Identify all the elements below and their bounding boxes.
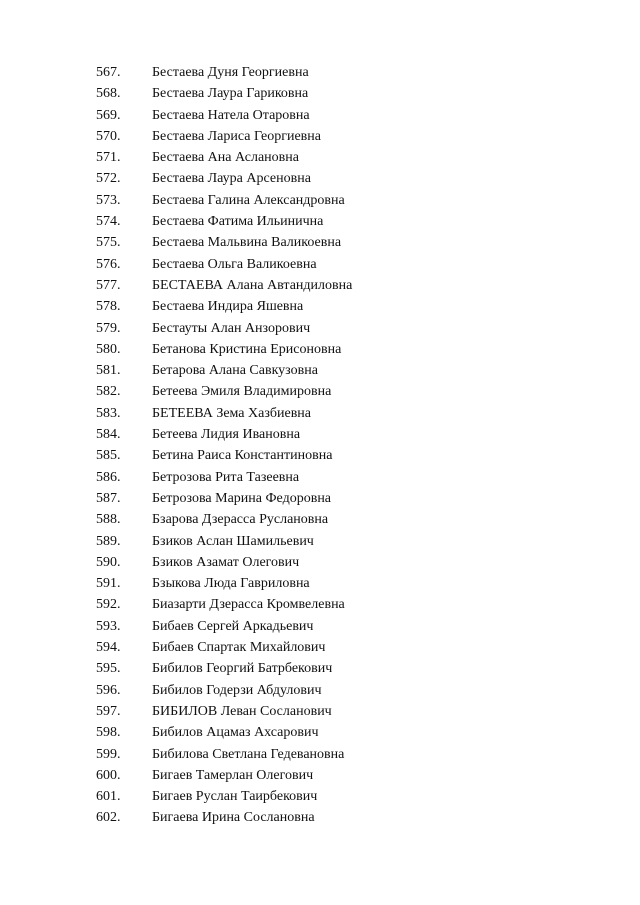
entry-number: 580. [96,341,121,357]
entry-number: 567. [96,65,121,80]
entry-number: 600. [96,767,121,783]
list-item [0,573,640,594]
list-item [0,83,640,104]
name-list [0,62,640,829]
list-item [0,744,640,765]
entry-name: Бибаев Спартак Михайлович [152,640,326,656]
list-item [0,296,640,317]
entry-name: Бестаева Лариса Георгиевна [152,128,321,144]
entry-name: Бестаева Ана Аслановна [152,150,299,166]
list-item [0,467,640,488]
list-item [0,211,640,232]
entry-name: Бигаева Ирина Сослановна [152,810,315,826]
list-item [0,275,640,296]
entry-name: Бетанова Кристина Ерисоновна [152,341,342,357]
list-item [0,403,640,424]
entry-number: 587. [96,490,121,506]
list-item [0,445,640,466]
entry-number: 584. [96,427,121,443]
entry-number: 579. [96,320,121,336]
entry-name: Бзиков Аслан Шамильевич [152,533,314,549]
entry-number: 573. [96,192,121,208]
entry-number: 599. [96,746,121,762]
entry-number: 582. [96,384,121,400]
entry-number: 602. [96,810,121,826]
entry-number: 586. [96,469,121,485]
entry-number: 571. [96,150,121,166]
entry-number: 596. [96,682,121,698]
entry-number: 581. [96,363,121,379]
entry-name: БЕСТАЕВА Алана Автандиловна [152,277,353,293]
entry-number: 575. [96,235,121,251]
entry-name: Бетеева Лидия Ивановна [152,427,301,443]
entry-name: Бестаева Фатима Ильинична [152,214,324,230]
entry-number: 592. [96,597,121,613]
entry-name: Бзыкова Люда Гавриловна [152,576,310,592]
entry-name: Бестаева Натела Отаровна [152,107,310,123]
entry-number: 593. [96,618,121,634]
list-item [0,105,640,126]
list-item [0,722,640,743]
entry-name: Бетарова Алана Савкузовна [152,363,318,379]
entry-name: Бестаева Галина Александровна [152,192,345,208]
entry-number: 597. [96,703,121,719]
entry-name: Бигаев Тамерлан Олегович [152,767,314,783]
entry-name: Бзиков Азамат Олегович [152,554,300,570]
list-item [0,126,640,147]
entry-name: Бибаев Сергей Аркадьевич [152,618,314,634]
entry-number: 588. [96,512,121,528]
list-item [0,168,640,189]
entry-name: БИБИЛОВ Леван Сосланович [152,703,332,719]
list-item [0,531,640,552]
list-item [0,786,640,807]
list-item [0,190,640,211]
entry-name: Бестаева Дуня Георгиевна [152,65,309,80]
entry-number: 590. [96,554,121,570]
entry-name: Бибилова Светлана Гедевановна [152,746,345,762]
entry-number: 577. [96,277,121,293]
entry-name: Бетрозова Марина Федоровна [152,490,332,506]
entry-name: Бестаева Лаура Гариковна [152,86,309,102]
list-item [0,765,640,786]
entry-name: Бигаев Руслан Таирбекович [152,789,318,805]
entry-name: Бестаева Индира Яшевна [152,299,304,315]
entry-number: 591. [96,576,121,592]
list-item [0,680,640,701]
entry-number: 576. [96,256,121,272]
list-item [0,637,640,658]
list-item [0,509,640,530]
list-item [0,616,640,637]
entry-number: 569. [96,107,121,123]
entry-number: 583. [96,405,121,421]
entry-number: 594. [96,640,121,656]
entry-number: 601. [96,789,121,805]
list-item [0,339,640,360]
entry-number: 572. [96,171,121,187]
list-item [0,232,640,253]
entry-name: Биазарти Дзерасса Кромвелевна [152,597,345,613]
entry-number: 589. [96,533,121,549]
entry-name: Бестаева Лаура Арсеновна [152,171,311,187]
entry-name: Бетина Раиса Константиновна [152,448,333,464]
entry-number: 585. [96,448,121,464]
list-item [0,318,640,339]
entry-name: Бетеева Эмиля Владимировна [152,384,332,400]
list-item [0,381,640,402]
list-item [0,62,640,83]
entry-name: Бзарова Дзерасса Руслановна [152,512,329,528]
entry-number: 578. [96,299,121,315]
entry-name: Бестаева Мальвина Валикоевна [152,235,342,251]
list-item [0,360,640,381]
list-item [0,594,640,615]
entry-number: 598. [96,725,121,741]
list-item [0,552,640,573]
entry-name: Бибилов Ацамаз Ахсарович [152,725,319,741]
entry-number: 568. [96,86,121,102]
list-item [0,807,640,828]
list-item [0,424,640,445]
entry-number: 574. [96,214,121,230]
entry-name: Бибилов Годерзи Абдулович [152,682,322,698]
entry-name: Бетрозова Рита Тазеевна [152,469,300,485]
entry-name: Бибилов Георгий Батрбекович [152,661,333,677]
list-item [0,254,640,275]
list-item [0,147,640,168]
entry-name: Бестаева Ольга Валикоевна [152,256,317,272]
entry-number: 570. [96,128,121,144]
entry-name: Бестауты Алан Анзорович [152,320,311,336]
list-item [0,701,640,722]
list-item [0,658,640,679]
list-item [0,488,640,509]
entry-name: БЕТЕЕВА Зема Хазбиевна [152,405,312,421]
entry-number: 595. [96,661,121,677]
